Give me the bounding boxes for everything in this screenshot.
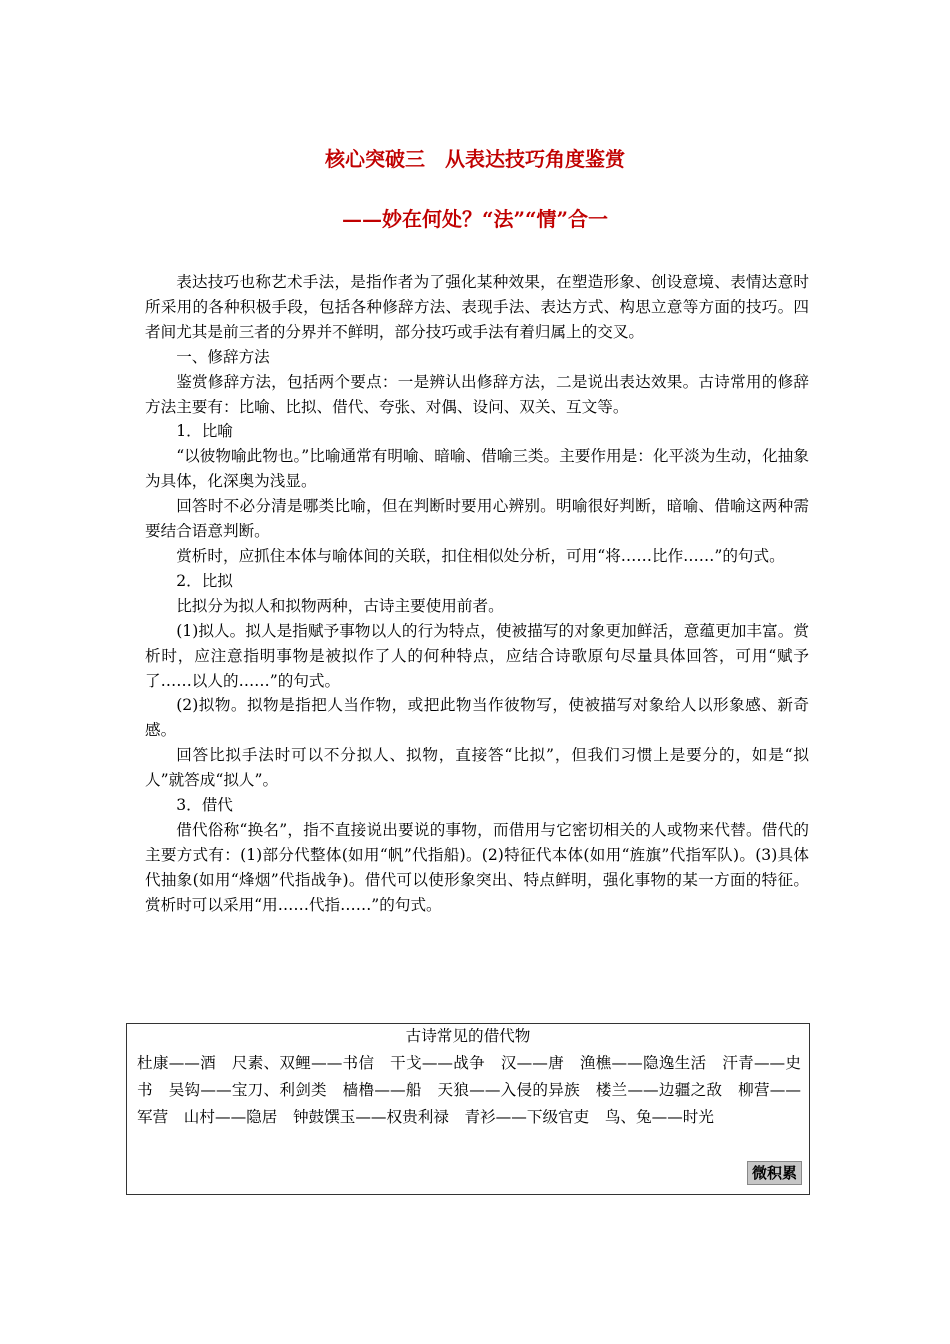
paragraph-metaphor-1: “以彼物喻此物也。”比喻通常有明喻、暗喻、借喻三类。主要作用是：化平淡为生动，化抽象为具体，化深奥为浅显。 — [145, 447, 809, 491]
subheading-metaphor: 1．比喻 — [176, 422, 233, 441]
section-heading-rhetoric: 一、修辞方法 — [176, 347, 270, 366]
paragraph-metaphor-2: 回答时不必分清是哪类比喻，但在判断时要用心辨别。明喻很好判断，暗喻、借喻这两种需要结合语意判断。 — [145, 497, 809, 541]
paragraph-personification-3: (2)拟物。拟物是指把人当作物，或把此物当作彼物写，使被描写对象给人以形象感、新奇感。 — [145, 696, 809, 740]
badge-micro-accumulation: 微积累 — [747, 1161, 802, 1185]
subheading-personification: 2．比拟 — [176, 571, 233, 590]
paragraph-metaphor-3: 赏析时，应抓住本体与喻体间的关联，扣住相似处分析，可用“将……比作……”的句式。 — [176, 546, 785, 565]
box-title: 古诗常见的借代物 — [405, 1027, 531, 1045]
paragraph-personification-1: 比拟分为拟人和拟物两种，古诗主要使用前者。 — [176, 596, 504, 615]
paragraph-personification-4: 回答比拟手法时可以不分拟人、拟物，直接答“比拟”，但我们习惯上是要分的，如是“拟人”就答成“拟人”。 — [145, 746, 809, 790]
page-title: 核心突破三 从表达技巧角度鉴赏 — [325, 147, 625, 171]
paragraph-intro: 表达技巧也称艺术手法，是指作者为了强化某种效果，在塑造形象、创设意境、表情达意时所采用的各种积极手段，包括各种修辞方法、表现手法、表达方式、构思立意等方面的技巧。四者间尤其是前三者的分界并不鲜明，部分技巧或手法有着归属上的交叉。 — [145, 273, 809, 341]
metonymy-box — [126, 1023, 810, 1195]
document-body — [145, 270, 809, 918]
paragraph-rhetoric: 鉴赏修辞方法，包括两个要点：一是辨认出修辞方法，二是说出表达效果。古诗常用的修辞方法主要有：比喻、比拟、借代、夸张、对偶、设问、双关、互文等。 — [145, 372, 809, 416]
page-subtitle: ——妙在何处？“法”“情”合一 — [341, 207, 608, 231]
paragraph-metonymy: 借代俗称“换名”，指不直接说出要说的事物，而借用与它密切相关的人或物来代替。借代的主要方式有：(1)部分代整体(如用“帆”代指船)。(2)特征代本体(如用“旌旗”代指军队)。(3)具体代抽象(如用“烽烟”代指战争)。借代可以使形象突出、特点鲜明，强化事物的某一方面的特征。赏析时可以采用“用……代指……”的句式。 — [145, 820, 809, 914]
paragraph-personification-2: (1)拟人。拟人是指赋予事物以人的行为特点，使被描写的对象更加鲜活，意蕴更加丰富。赏析时，应注意指明事物是被拟作了人的何种特点，应结合诗歌原句尽量具体回答，可用“赋予了……以人的……”的句式。 — [145, 621, 809, 690]
subheading-metonymy: 3．借代 — [176, 796, 233, 815]
box-content: 杜康——酒 尺素、双鲤——书信 干戈——战争 汉——唐 渔樵——隐逸生活 汗青——史书 吴钩——宝刀、利剑类 樯橹——船 天狼——入侵的异族 楼兰——边疆之敌 柳营——军营 山村——隐居 钟鼓馔玉——权贵利禄 青衫——下级官吏 鸟、兔——时光 — [137, 1054, 801, 1126]
